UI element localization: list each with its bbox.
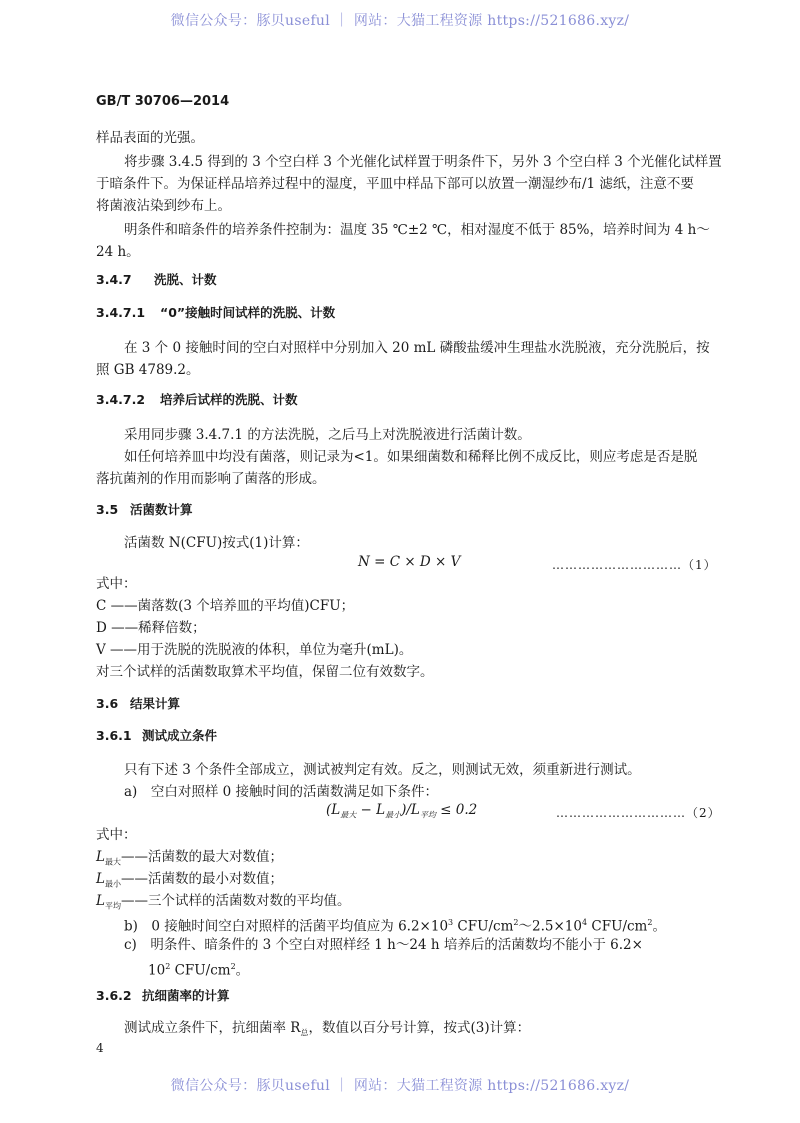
superscript: 4 xyxy=(581,918,588,927)
section-title: 洗脱、计数 xyxy=(154,272,217,287)
symbol-subscript: 平均 xyxy=(104,901,121,911)
section-title: 培养后试样的洗脱、计数 xyxy=(160,392,298,407)
paragraph-line: 于暗条件下。为保证样品培养过程中的湿度，平皿中样品下部可以放置一潮湿纱布/1 滤纸，注意不要 xyxy=(96,176,694,192)
symbol: L xyxy=(96,849,105,865)
text-part: CFU/cm xyxy=(587,918,648,935)
paragraph-line: 活菌数 N(CFU)按式(1)计算： xyxy=(124,535,309,551)
superscript: 2 xyxy=(513,918,519,927)
standard-number: GB/T 30706—2014 xyxy=(96,94,230,109)
symbol-definition: D ——稀释倍数； xyxy=(96,620,206,636)
list-item-a: a) 空白对照样 0 接触时间的活菌数满足如下条件： xyxy=(124,784,438,800)
watermark-bottom: 微信公众号：豚贝useful ｜ 网站：大猫工程资源 https://521686.xyz/ xyxy=(170,1078,630,1094)
text-part: 。 xyxy=(235,962,250,979)
section-heading-3-6 xyxy=(96,694,180,712)
paragraph-line: 24 h。 xyxy=(96,244,140,260)
superscript: 2 xyxy=(230,962,236,971)
paragraph-line: 样品表面的光强。 xyxy=(96,130,204,146)
section-number: 3.6.2 xyxy=(96,988,132,1003)
definition-text: ——活菌数的最大对数值； xyxy=(120,849,283,865)
eq-subscript: 最小 xyxy=(385,810,402,820)
section-number: 3.4.7 xyxy=(96,272,132,287)
symbol-subscript: 最大 xyxy=(104,857,121,867)
eq-part: )/L xyxy=(401,802,420,818)
text-part: 测试成立条件下，抗细菌率 R xyxy=(124,1020,301,1036)
eq-subscript: 平均 xyxy=(419,810,436,820)
section-title: 结果计算 xyxy=(130,696,181,711)
section-heading-3-4-7-1 xyxy=(96,303,335,321)
eq-subscript: 最大 xyxy=(340,810,357,820)
paragraph-line: 将步骤 3.4.5 得到的 3 个空白样 3 个光催化试样置于明条件下，另外 3 个空白样 3 个光催化试样置 xyxy=(124,154,722,170)
superscript: 3 xyxy=(448,918,454,927)
eq-part: (L xyxy=(326,802,341,818)
equation-1: N = C × D × V xyxy=(358,554,461,570)
paragraph-line: 对三个试样的活菌数取算术平均值，保留二位有效数字。 xyxy=(96,664,434,680)
symbol-definition: C ——菌落数(3 个培养皿的平均值)CFU； xyxy=(96,598,355,614)
text-part: CFU/cm xyxy=(453,918,514,935)
paragraph-line xyxy=(124,1017,530,1045)
list-item-c: c) 明条件、暗条件的 3 个空白对照样经 1 h～24 h 培养后的活菌数均不能小于 6.2× xyxy=(124,937,643,953)
paragraph-line: 明条件和暗条件的培养条件控制为：温度 35 ℃±2 ℃，相对湿度不低于 85%，培养时间为 4 h～ xyxy=(124,222,710,238)
section-title: 活菌数计算 xyxy=(130,502,193,517)
superscript: 2 xyxy=(647,918,653,927)
paragraph-line: 只有下述 3 个条件全部成立，测试被判定有效。反之，则测试无效，须重新进行测试。 xyxy=(124,762,641,778)
symbol: L xyxy=(96,871,105,887)
eq-part: ≤ 0.2 xyxy=(435,802,478,818)
text-part: ，数值以百分号计算，按式(3)计算： xyxy=(308,1020,531,1036)
section-title: 抗细菌率的计算 xyxy=(142,988,230,1003)
equation-number: …………………………（1） xyxy=(552,558,717,572)
paragraph-line: 采用同步骤 3.4.7.1 的方法洗脱，之后马上对洗脱液进行活菌计数。 xyxy=(124,427,531,443)
section-number: 3.5 xyxy=(96,502,119,517)
list-item-c-continued xyxy=(148,956,249,982)
definition-text: ——活菌数的最小对数值； xyxy=(120,871,283,887)
paragraph-line: 式中： xyxy=(96,827,137,843)
subscript: 总 xyxy=(300,1028,309,1038)
text-part: 。 xyxy=(652,918,666,935)
paragraph-line: 式中： xyxy=(96,576,137,592)
paragraph-line: 如任何培养皿中均没有菌落，则记录为<1。如果细菌数和稀释比例不成反比，则应考虑是否是脱 xyxy=(124,449,698,465)
symbol-definition: V ——用于洗脱的洗脱液的体积，单位为毫升(mL)。 xyxy=(96,642,413,658)
watermark-top: 微信公众号：豚贝useful ｜ 网站：大猫工程资源 https://521686.xyz/ xyxy=(170,13,630,29)
section-heading-3-5 xyxy=(96,500,193,518)
text-part: b) 0 接触时间空白对照样的活菌平均值应为 6.2×10 xyxy=(124,918,449,935)
text-part: CFU/cm xyxy=(170,962,231,979)
section-title: “0”接触时间试样的洗脱、计数 xyxy=(160,305,336,320)
symbol-subscript: 最小 xyxy=(104,879,121,889)
section-heading-3-4-7 xyxy=(96,270,217,288)
eq-part: − L xyxy=(356,802,386,818)
section-number: 3.6 xyxy=(96,696,119,711)
paragraph-line: 在 3 个 0 接触时间的空白对照样中分别加入 20 mL 磷酸盐缓冲生理盐水洗脱液，充分洗脱后，按 xyxy=(124,340,710,356)
section-title: 测试成立条件 xyxy=(142,728,218,743)
text-part: ～2.5×10 xyxy=(518,918,582,935)
paragraph-line: 落抗菌剂的作用而影响了菌落的形成。 xyxy=(96,471,326,487)
section-number: 3.4.7.2 xyxy=(96,392,146,407)
paragraph-line: 照 GB 4789.2。 xyxy=(96,362,200,378)
equation-2 xyxy=(326,802,477,821)
definition-text: ——三个试样的活菌数对数的平均值。 xyxy=(120,893,351,909)
page-number: 4 xyxy=(96,1041,104,1055)
equation-number: …………………………（2） xyxy=(556,806,721,820)
section-heading-3-6-1 xyxy=(96,726,217,744)
section-heading-3-4-7-2 xyxy=(96,390,298,408)
symbol: L xyxy=(96,893,105,909)
superscript: 2 xyxy=(165,962,171,971)
section-heading-3-6-2 xyxy=(96,986,230,1004)
text-part: 10 xyxy=(148,962,166,979)
section-number: 3.4.7.1 xyxy=(96,305,146,320)
paragraph-line: 将菌液沾染到纱布上。 xyxy=(96,198,231,214)
section-number: 3.6.1 xyxy=(96,728,132,743)
